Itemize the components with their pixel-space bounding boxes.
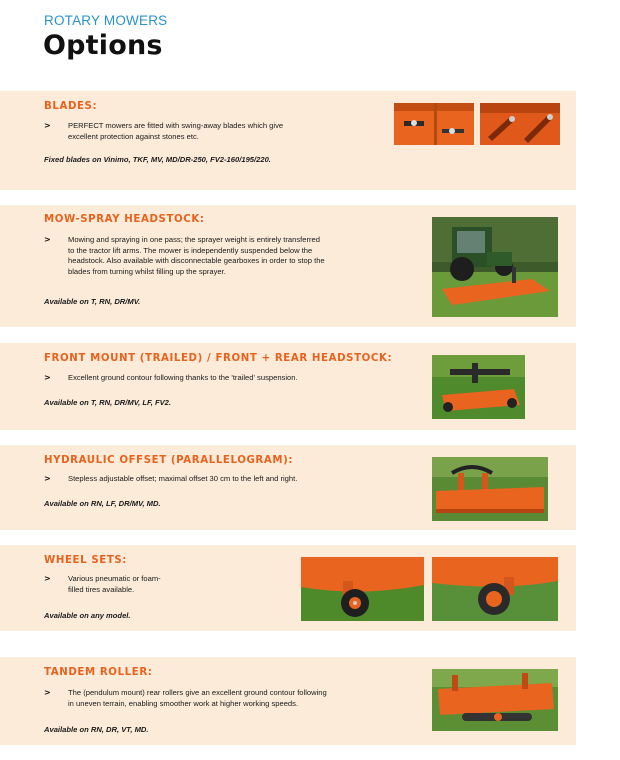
bullet-text (68, 474, 297, 485)
bullet-marker: > (44, 474, 51, 483)
section-blades (0, 91, 576, 190)
text-line: filled tires available. (68, 584, 135, 594)
text-line: PERFECT mowers are fitted with swing-away blades which give (68, 121, 284, 130)
availability-note: Available on T, RN, DR/MV. (44, 297, 141, 306)
text-line: excellent protection against stones etc. (68, 131, 199, 141)
text-line: The (pendulum mount) rear rollers give an excellent ground contour following (68, 688, 327, 697)
section-heading: HYDRAULIC OFFSET (PARALLELOGRAM): (44, 455, 294, 466)
text-line: in uneven terrain, enabling smoother work at higher working speeds. (68, 698, 299, 708)
foam-filled-wheel-photo (432, 557, 558, 621)
bullet-text (68, 373, 298, 384)
section-wheel-sets (0, 545, 576, 631)
bullet-text (68, 688, 327, 709)
bullet-marker: > (44, 688, 51, 697)
text-line: Various pneumatic or foam- (68, 574, 161, 583)
availability-note: Available on any model. (44, 611, 131, 620)
bullet-text (68, 121, 283, 142)
tandem-roller-photo (432, 669, 558, 731)
page-eyebrow: ROTARY MOWERS (44, 13, 168, 28)
text-line: Stepless adjustable offset; maximal offset 30 cm to the left and right. (68, 474, 298, 483)
section-heading: TANDEM ROLLER: (44, 667, 153, 678)
bullet-marker: > (44, 121, 51, 130)
section-mow-spray-headstock (0, 205, 576, 327)
availability-note: Fixed blades on Vinimo, TKF, MV, MD/DR-250, FV2-160/195/220. (44, 155, 271, 164)
section-heading: MOW-SPRAY HEADSTOCK: (44, 214, 205, 225)
text-line: blades from turning whilst filling up the sprayer. (68, 266, 226, 276)
page-title: Options (43, 30, 163, 61)
text-line: to the tractor lift arms. The mower is independently suspended below the (68, 245, 313, 255)
pneumatic-wheel-photo (301, 557, 424, 621)
section-heading: WHEEL SETS: (44, 555, 127, 566)
availability-note: Available on RN, LF, DR/MV, MD. (44, 499, 161, 508)
hydraulic-offset-photo (432, 457, 548, 521)
bullet-text (68, 235, 325, 277)
text-line: headstock. Also available with disconnectable gearboxes in order to stop the (68, 256, 325, 265)
tractor-with-mower-photo (432, 217, 558, 317)
availability-note: Available on T, RN, DR/MV, LF, FV2. (44, 398, 172, 407)
bullet-marker: > (44, 373, 51, 382)
text-line: Mowing and spraying in one pass; the sprayer weight is entirely transferred (68, 235, 320, 244)
section-heading: FRONT MOUNT (TRAILED) / FRONT + REAR HEADSTOCK: (44, 353, 393, 364)
section-heading: BLADES: (44, 101, 98, 112)
bullet-marker: > (44, 235, 51, 244)
swing-away-blades-photo (480, 103, 560, 145)
text-line: Excellent ground contour following thanks to the 'trailed' suspension. (68, 373, 298, 382)
section-hydraulic-offset (0, 445, 576, 530)
bullet-text (68, 574, 161, 595)
blades-mounting-photo (394, 103, 474, 145)
section-tandem-roller (0, 657, 576, 745)
section-front-mount (0, 343, 576, 430)
bullet-marker: > (44, 574, 51, 583)
front-mount-mower-photo (432, 355, 525, 419)
availability-note: Available on RN, DR, VT, MD. (44, 725, 149, 734)
